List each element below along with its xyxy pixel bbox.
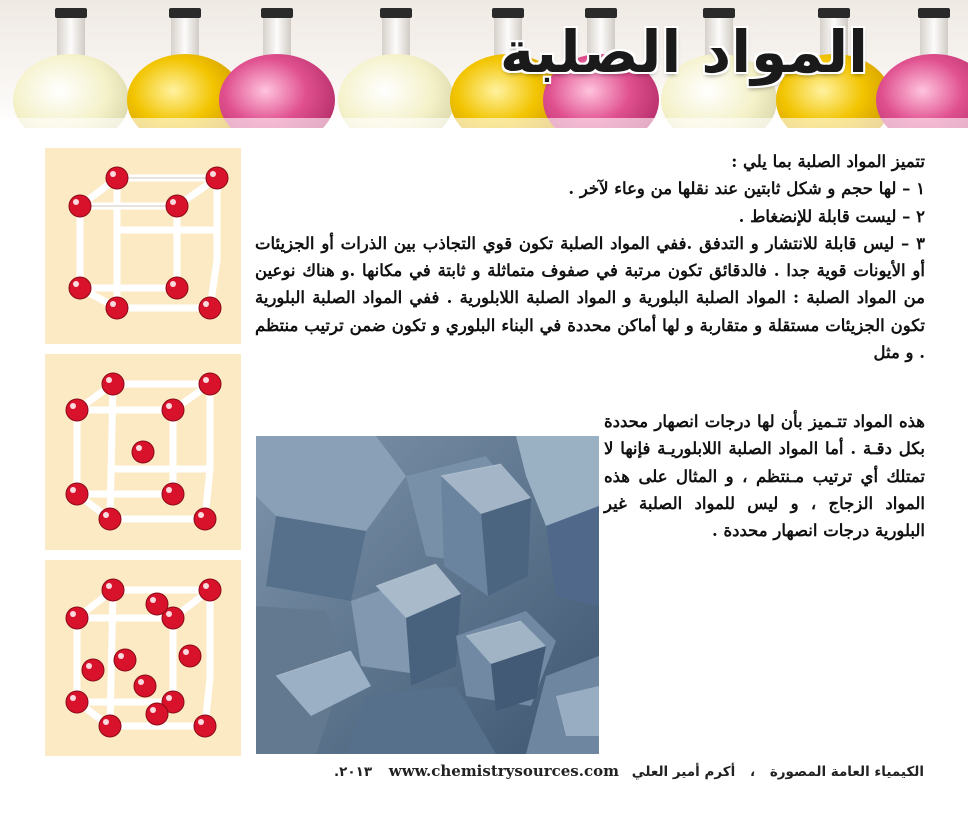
- page-title: المواد الصلبة: [499, 18, 868, 86]
- face-centered-cubic-cell: [45, 560, 241, 756]
- intro-line: تتميز المواد الصلبة بما يلي :: [731, 152, 925, 171]
- point-1: ١ – لها حجم و شكل ثابتين عند نقلها من وعاء لآخر .: [568, 179, 925, 199]
- footer-citation: [40, 762, 924, 786]
- salt-crystals-image: [256, 436, 599, 754]
- flask-1: [13, 8, 129, 128]
- footer-author: أكرم أمير العلي: [631, 764, 736, 780]
- footer-year: ٢٠١٣.: [333, 764, 373, 780]
- body-centered-cubic-lattice-icon: [45, 354, 241, 550]
- point-2: ٢ – ليست قابلة للإنضغاط .: [738, 206, 925, 226]
- footer-book-title: الكيمياء العامة المصورة: [769, 764, 924, 780]
- main-text: [255, 148, 925, 366]
- flask-4: [338, 8, 454, 128]
- side-text: هذه المواد تتـميز بأن لها درجات انصهار محددة بكل دقـة . أما المواد الصلبة اللابلوريـة فإنها لا تمتلك أي ترتيب مـنتظم ، و المثال على هذه المواد الزجاج ، و ليس للمواد الصلبة غير البلورية درجات انصهار محددة .: [604, 412, 925, 541]
- flask-9: [876, 8, 968, 128]
- simple-cubic-cell: [45, 148, 241, 344]
- header-banner: [0, 0, 968, 128]
- paragraph-top: ٣ – ليس قابلة للانتشار و التدفق .ففي المواد الصلبة تكون قوي التجاذب بين الذرات أو الجزيئات أو الأيونات قوية جدا . فالدقائق تكون مرتبة في صفوف متماثلة و ثابتة في مكانها .و هناك نوعين من المواد الصلبة : المواد الصلبة البلورية و المواد الصلبة اللابلورية . ففي المواد الصلبة البلورية تكون الجزيئات مستقلة و متقاربة و لها أماكن محددة في البناء البلوري و تكون ضمن ترتيب منتظم . و مثل: [255, 233, 925, 363]
- flask-3: [219, 8, 335, 128]
- footer-website-link[interactable]: www.chemistrysources.com: [388, 762, 619, 780]
- crystal-photo: [256, 436, 599, 754]
- simple-cubic-lattice-icon: [45, 148, 241, 344]
- body-centered-cubic-cell: [45, 354, 241, 550]
- face-centered-cubic-lattice-icon: [45, 560, 241, 756]
- footer-separator: ،: [749, 764, 756, 780]
